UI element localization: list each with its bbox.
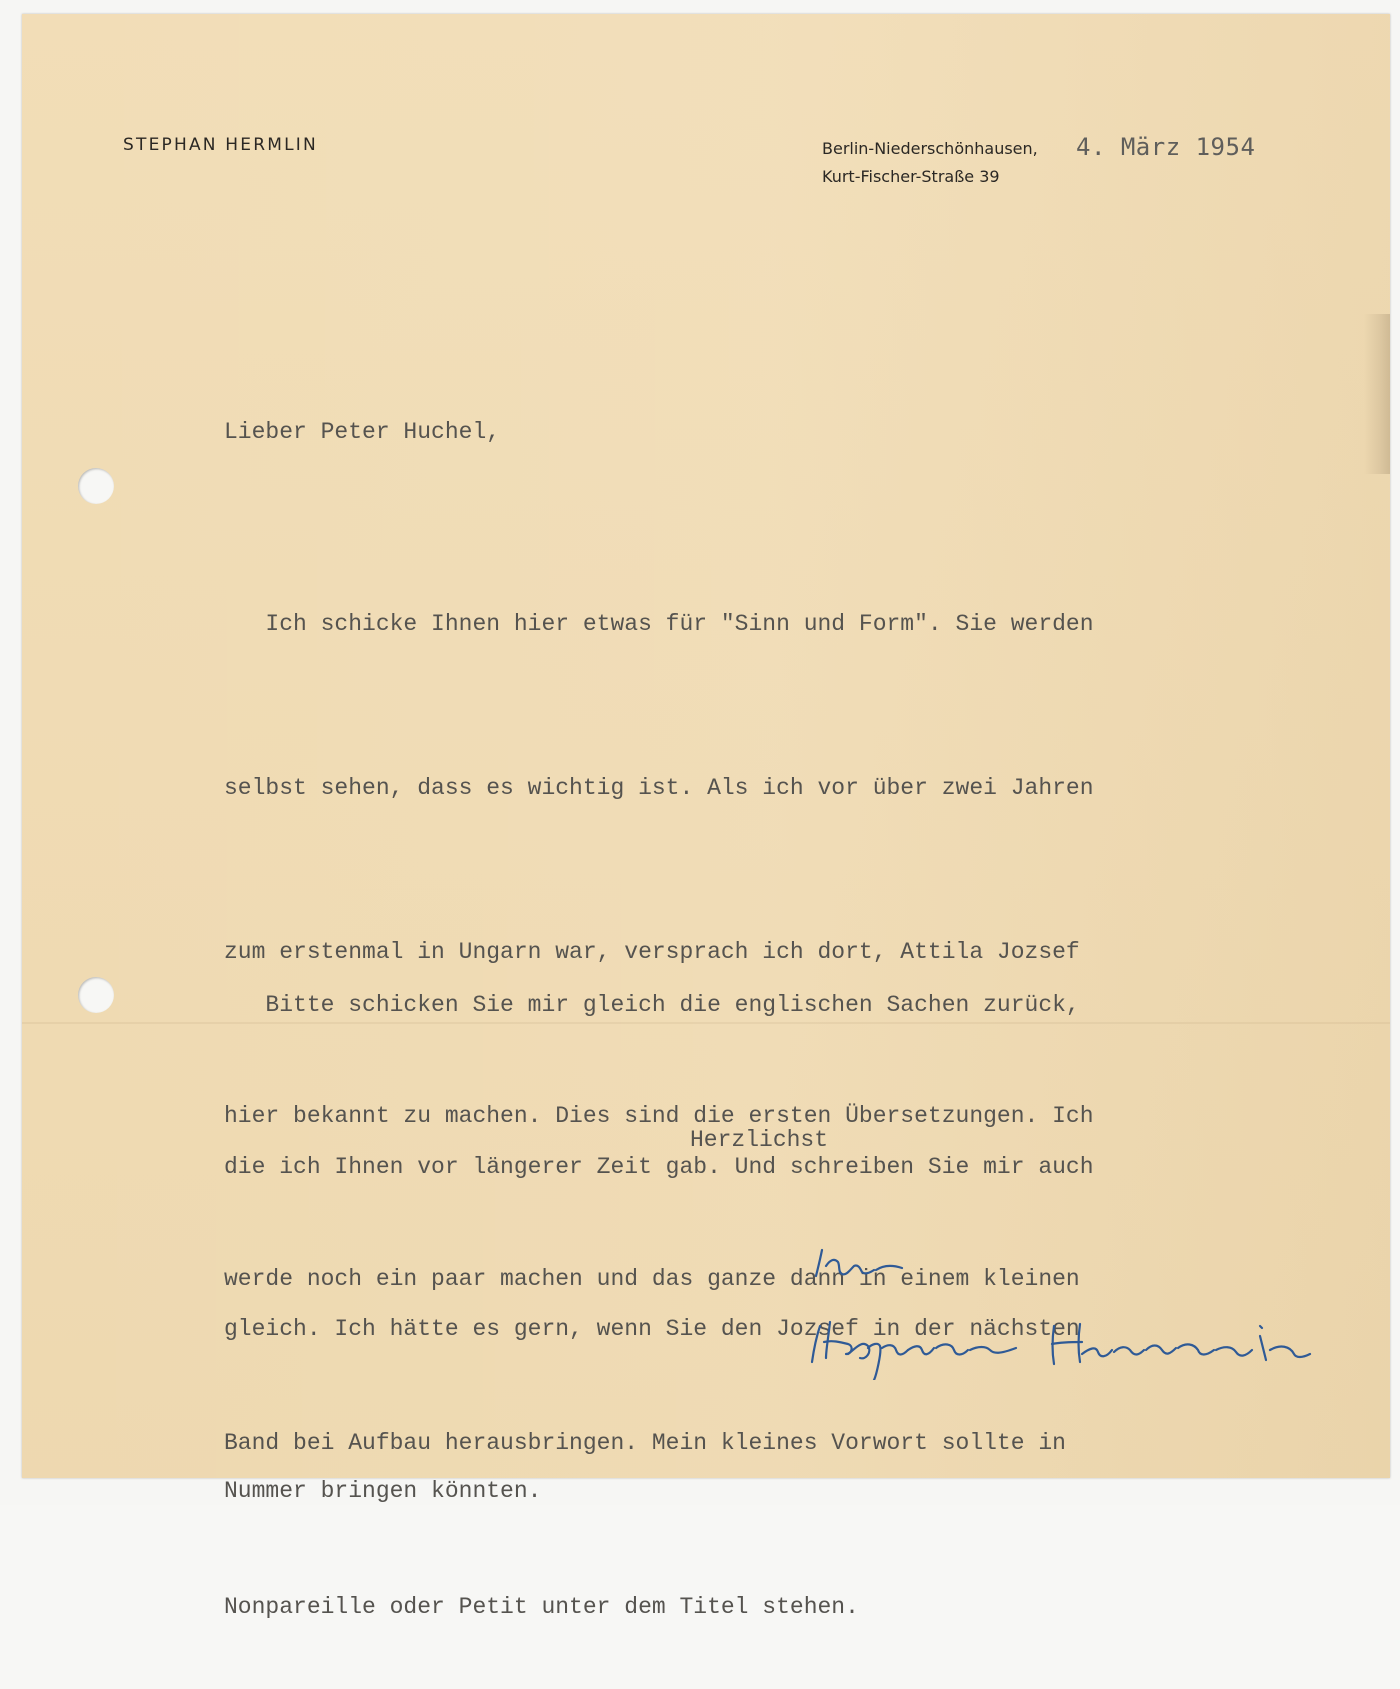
letterhead-address: [822, 135, 1038, 191]
paragraph-1-line: werde noch ein paar machen und das ganze dann in einem kleinen: [224, 1266, 1080, 1293]
paper-edge-stain: [1364, 314, 1390, 474]
punch-hole-bottom: [78, 977, 114, 1013]
paragraph-1-line: selbst sehen, dass es wichtig ist. Als ich vor über zwei Jahren: [224, 774, 1094, 801]
paragraph-1-line: zum erstenmal in Ungarn war, versprach ich dort, Attila Jozsef: [224, 938, 1080, 965]
paragraph-1-line: hier bekannt zu machen. Dies sind die ersten Übersetzungen. Ich: [224, 1102, 1094, 1129]
paragraph-2-line: gleich. Ich hätte es gern, wenn Sie den Jozsef in der nächsten: [224, 1316, 1080, 1342]
address-line-1: Berlin-Niederschönhausen,: [822, 139, 1038, 158]
paragraph-1-line: Nonpareille oder Petit unter dem Titel stehen.: [224, 1593, 859, 1620]
paragraph-2: [224, 870, 1094, 1572]
paragraph-2-line: Bitte schicken Sie mir gleich die englischen Sachen zurück,: [224, 992, 1080, 1018]
closing: Herzlichst: [690, 1127, 829, 1153]
letterhead-name: STEPHAN HERMLIN: [123, 135, 318, 155]
handwritten-signature: [790, 1230, 1350, 1380]
punch-hole-top: [78, 468, 114, 504]
paragraph-2-line: die ich Ihnen vor längerer Zeit gab. Und schreiben Sie mir auch: [224, 1154, 1094, 1180]
address-line-2: Kurt-Fischer-Straße 39: [822, 167, 1000, 186]
paragraph-1-line: Band bei Aufbau herausbringen. Mein kleines Vorwort sollte in: [224, 1430, 1066, 1457]
paragraph-2-line: Nummer bringen könnten.: [224, 1478, 542, 1504]
letter-date: 4. März 1954: [1076, 133, 1256, 161]
paragraph-1-line: Ich schicke Ihnen hier etwas für "Sinn und Form". Sie werden: [224, 611, 1094, 638]
greeting: Lieber Peter Huchel,: [224, 419, 501, 445]
